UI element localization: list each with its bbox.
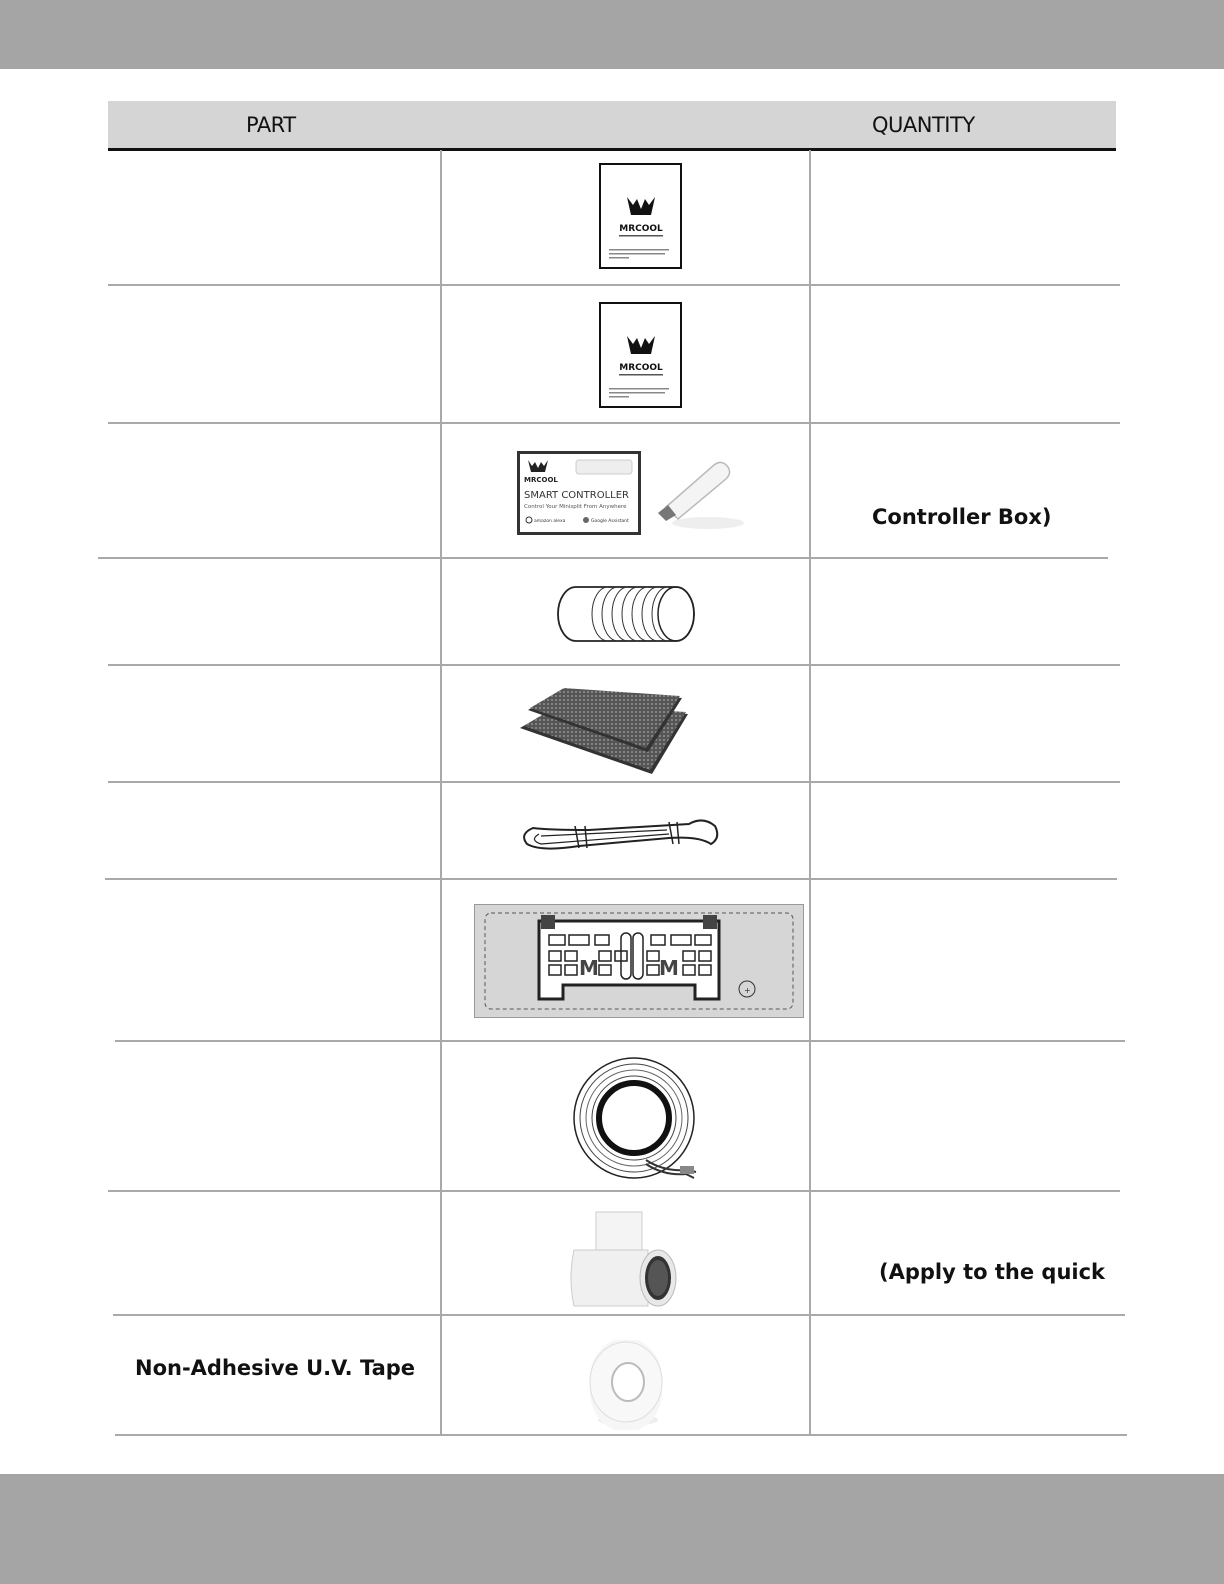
row-divider bbox=[108, 1190, 1120, 1192]
svg-text:+: + bbox=[744, 986, 751, 995]
top-bar bbox=[0, 0, 1224, 69]
quantity-cell-9: (Apply to the quick bbox=[879, 1260, 1106, 1284]
coiled-line-set-icon bbox=[572, 1054, 700, 1182]
manual-booklet-icon bbox=[599, 302, 682, 408]
foam-pad-icon bbox=[518, 686, 690, 776]
row-divider bbox=[115, 1434, 1127, 1436]
column-divider-right bbox=[809, 150, 811, 1436]
row-divider bbox=[108, 781, 1120, 783]
row-divider bbox=[108, 664, 1120, 666]
insulation-elbow-icon bbox=[568, 1210, 686, 1310]
usb-dongle-icon bbox=[648, 455, 748, 535]
google-badge-text: Google Assistant bbox=[591, 519, 629, 524]
quantity-cell-3: Controller Box) bbox=[872, 505, 1052, 529]
row-divider bbox=[98, 557, 1108, 559]
row-divider bbox=[113, 1314, 1125, 1316]
manual-booklet-icon bbox=[599, 163, 682, 269]
row-divider bbox=[105, 878, 1117, 880]
controller-subtitle: Control Your Minisplit From Anywhere bbox=[524, 504, 627, 510]
controller-logo-text: MRCOOL bbox=[524, 476, 558, 484]
tape-roll-icon bbox=[584, 1340, 672, 1430]
cable-tie-icon bbox=[519, 816, 723, 856]
table-header bbox=[108, 101, 1116, 151]
row-divider bbox=[115, 1040, 1125, 1042]
svg-text:M: M bbox=[579, 956, 599, 980]
alexa-badge-text: amazon alexa bbox=[534, 519, 566, 524]
row-divider bbox=[108, 422, 1120, 424]
part-cell-10: Non-Adhesive U.V. Tape bbox=[135, 1356, 416, 1380]
bottom-bar bbox=[0, 1474, 1224, 1584]
smart-controller-icon bbox=[517, 451, 641, 535]
manual-logo-text: MRCOOL bbox=[619, 224, 663, 234]
manual-logo-text: MRCOOL bbox=[619, 363, 663, 373]
quantity-column-header: QUANTITY bbox=[872, 113, 975, 137]
part-column-header: PART bbox=[246, 113, 296, 137]
svg-text:M: M bbox=[659, 956, 679, 980]
controller-title: SMART CONTROLLER bbox=[524, 490, 629, 501]
row-divider bbox=[108, 284, 1120, 286]
column-divider-left bbox=[440, 150, 442, 1436]
pipe-sleeve-icon bbox=[556, 584, 702, 644]
mounting-plate-icon bbox=[474, 904, 804, 1018]
